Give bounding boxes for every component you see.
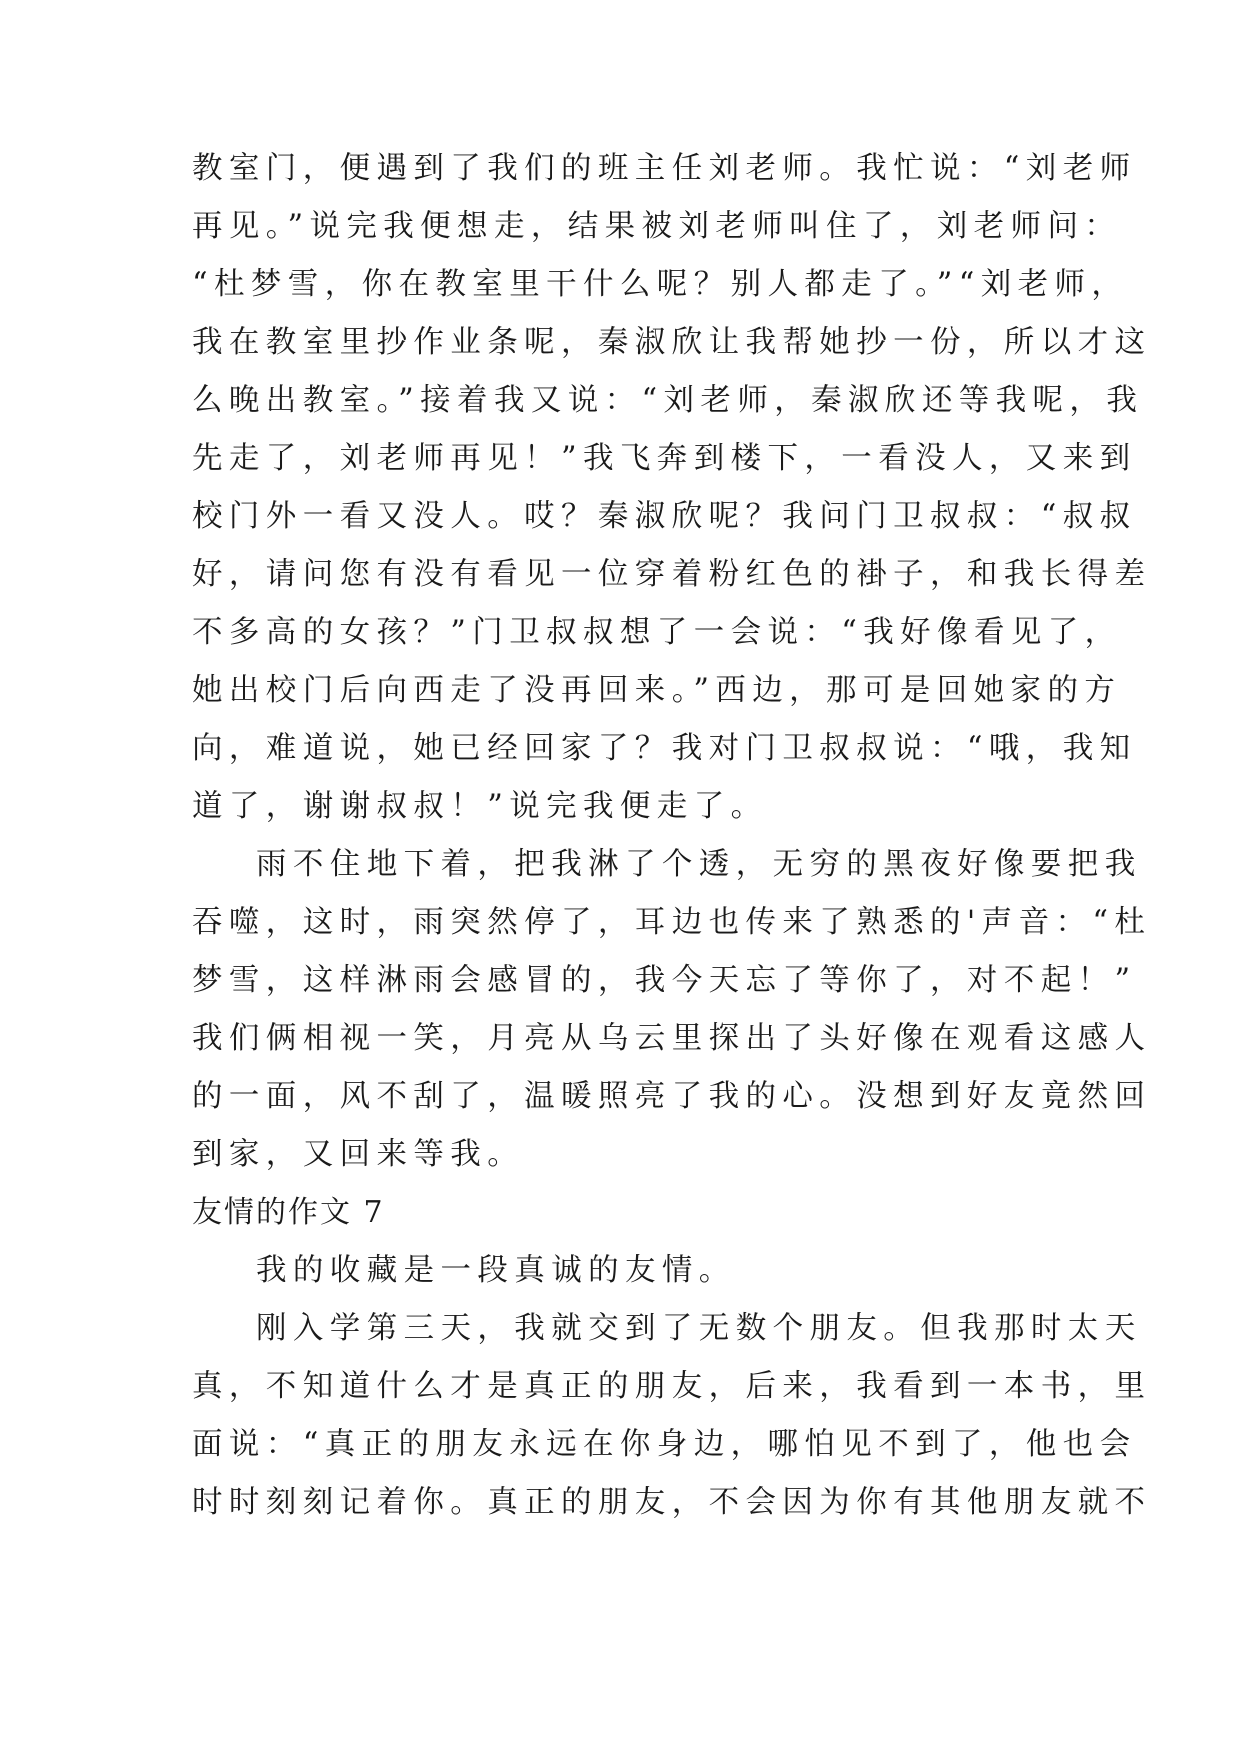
- text-line: 好，请问您有没有看见一位穿着粉红色的褂子，和我长得差: [192, 557, 1152, 592]
- text-line: 的一面，风不刮了，温暖照亮了我的心。没想到好友竟然回: [192, 1079, 1152, 1114]
- text-line: 再见。”说完我便想走，结果被刘老师叫住了，刘老师问：: [192, 209, 1122, 244]
- text-line: 雨不住地下着，把我淋了个透，无穷的黑夜好像要把我: [256, 847, 1142, 882]
- text-line: 真，不知道什么才是真正的朋友，后来，我看到一本书，里: [192, 1369, 1152, 1404]
- text-line: 吞噬，这时，雨突然停了，耳边也传来了熟悉的'声音：“杜: [192, 905, 1152, 940]
- text-line: 教室门，便遇到了我们的班主任刘老师。我忙说：“刘老师: [192, 151, 1137, 186]
- text-line: 刚入学第三天，我就交到了无数个朋友。但我那时太天: [256, 1311, 1142, 1346]
- text-line: 到家，又回来等我。: [192, 1137, 525, 1172]
- text-line: 梦雪，这样淋雨会感冒的，我今天忘了等你了，对不起！”: [192, 963, 1137, 998]
- text-line: 她出校门后向西走了没再回来。”西边，那可是回她家的方: [192, 673, 1122, 708]
- text-line: 不多高的女孩？”门卫叔叔想了一会说：“我好像看见了，: [192, 615, 1122, 650]
- text-line: 先走了，刘老师再见！”我飞奔到楼下，一看没人，又来到: [192, 441, 1137, 476]
- text-line: 么晚出教室。”接着我又说：“刘老师，秦淑欣还等我呢，我: [192, 383, 1144, 418]
- text-line: 我的收藏是一段真诚的友情。: [256, 1253, 736, 1288]
- text-line: 面说：“真正的朋友永远在你身边，哪怕见不到了，他也会: [192, 1427, 1137, 1462]
- text-line: 校门外一看又没人。哎？秦淑欣呢？我问门卫叔叔：“叔叔: [192, 499, 1137, 534]
- text-line: 我在教室里抄作业条呢，秦淑欣让我帮她抄一份，所以才这: [192, 325, 1152, 360]
- text-line: “杜梦雪，你在教室里干什么呢？别人都走了。”“刘老师，: [192, 267, 1129, 302]
- text-line: 道了，谢谢叔叔！”说完我便走了。: [192, 789, 768, 824]
- text-line: 向，难道说，她已经回家了？我对门卫叔叔说：“哦，我知: [192, 731, 1137, 766]
- text-line: 我们俩相视一笑，月亮从乌云里探出了头好像在观看这感人: [192, 1021, 1152, 1056]
- text-line: 时时刻刻记着你。真正的朋友，不会因为你有其他朋友就不: [192, 1485, 1152, 1520]
- section-heading: 友情的作文 7: [192, 1195, 385, 1230]
